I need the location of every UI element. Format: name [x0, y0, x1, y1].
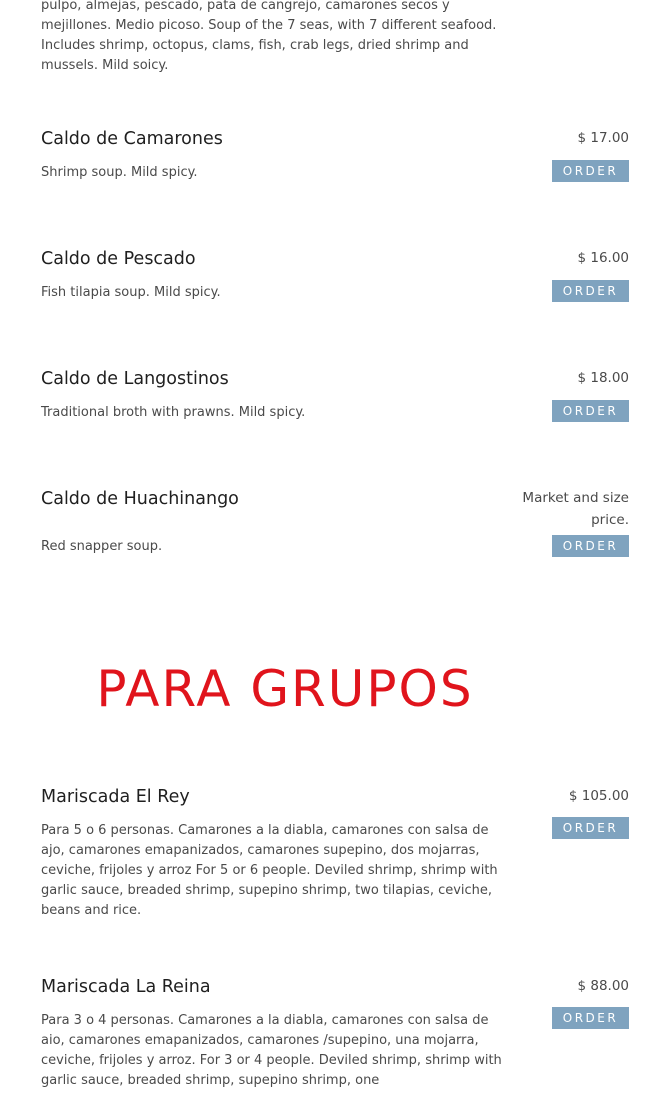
menu-item-description: Para 5 o 6 personas. Camarones a la diabla, camarones con salsa de ajo, camarones emapanizados, camarones supepino, dos mojarras, ceviche, frijoles y arroz For 5 or 6 people. Deviled shrimp, shrimp with garlic sauce, breaded shrimp, supepino shrimp, two tilapias, ceviche, beans and rice. [41, 823, 498, 918]
menu-item-price: $ 88.00 [577, 978, 629, 994]
menu-item-description: Shrimp soup. Mild spicy. [41, 165, 198, 180]
menu-item-name: Mariscada El Rey [41, 787, 190, 807]
menu-item-price: Market and size price. [522, 490, 629, 528]
menu-item-description: Traditional broth with prawns. Mild spicy. [41, 405, 306, 420]
menu-item-name: Mariscada La Reina [41, 977, 211, 997]
menu-item-description: Fish tilapia soup. Mild spicy. [41, 285, 221, 300]
menu-item [41, 487, 629, 567]
order-button[interactable]: ORDER [552, 400, 629, 422]
menu-item-price: $ 17.00 [577, 130, 629, 146]
order-button[interactable]: ORDER [552, 817, 629, 839]
order-button[interactable]: ORDER [552, 535, 629, 557]
menu-item [41, 785, 629, 925]
menu-item [41, 975, 629, 1095]
previous-item-description: pulpo, almejas, pescado, pata de cangrejo, camarones secos y mejillones. Medio picoso. Soup of the 7 seas, with 7 different seafood. Includes shrimp, octopus, clams, fish, crab legs, dried shrimp and mussels. Mild soicy. [41, 0, 497, 73]
menu-item-name: Caldo de Huachinango [41, 489, 239, 509]
menu-item-name: Caldo de Langostinos [41, 369, 229, 389]
menu-item-description: Para 3 o 4 personas. Camarones a la diabla, camarones con salsa de aio, camarones emapanizados, camarones /supepino, una mojarra, ceviche, frijoles y arroz. For 3 or 4 people. Deviled shrimp, shrimp with garlic sauce, breaded shrimp, supepino shrimp, one [41, 1013, 502, 1088]
menu-item-description: Red snapper soup. [41, 539, 163, 554]
menu-item-price: $ 18.00 [577, 370, 629, 386]
menu-item [41, 127, 629, 187]
section-title: PARA GRUPOS [96, 660, 474, 718]
order-button[interactable]: ORDER [552, 160, 629, 182]
order-button[interactable]: ORDER [552, 280, 629, 302]
menu-item [41, 247, 629, 307]
menu-item-name: Caldo de Camarones [41, 129, 223, 149]
menu-item-price: $ 16.00 [577, 250, 629, 266]
menu-item [41, 367, 629, 427]
order-button[interactable]: ORDER [552, 1007, 629, 1029]
menu-item-price: $ 105.00 [568, 788, 629, 804]
menu-item-name: Caldo de Pescado [41, 249, 196, 269]
